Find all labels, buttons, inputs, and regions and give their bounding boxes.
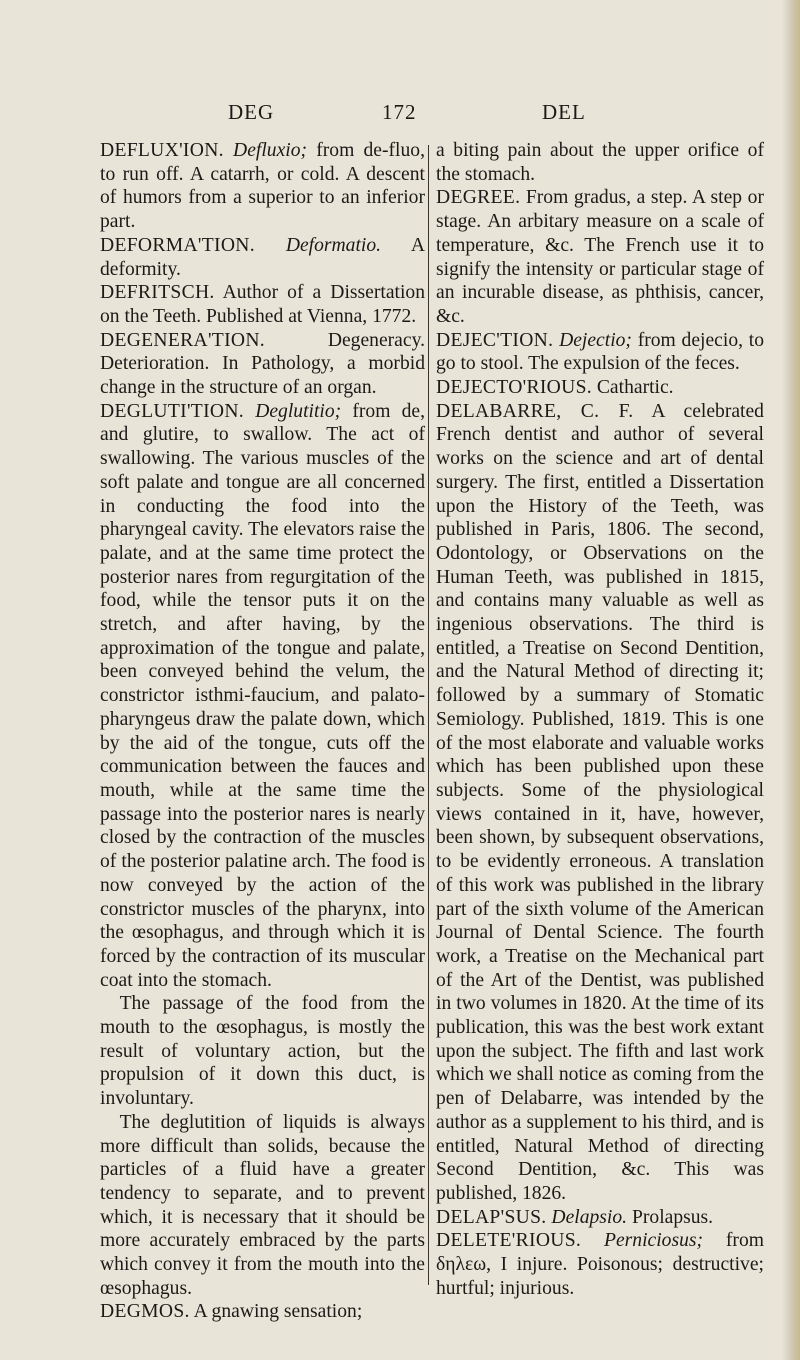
entry-definition: From gradus, a step. A step or stage. An arbitary measure on a scale of temperature, &c. The French use it to signify the intensity or particular stage of an incurable disease, as phthisis, cancer, &c. [436, 187, 764, 327]
dictionary-entry [436, 186, 764, 328]
page-number: 172 [382, 100, 417, 124]
entry-headword: DEGREE. [436, 187, 521, 209]
entry-latin-term: Deglutitio; [255, 400, 342, 422]
entry-headword: DEFORMA'TION. [100, 234, 255, 256]
entry-definition: Author of a Dissertation on the Teeth. Published at Vienna, 1772. [100, 282, 425, 327]
entry-headword: DEFLUX'ION. [100, 140, 224, 161]
entry-definition: A deformity. [100, 234, 425, 280]
column-divider [428, 145, 429, 1285]
dictionary-entry [436, 1229, 764, 1300]
entry-definition: A gnawing sensation; [189, 1301, 363, 1323]
header-right-guide-word: DEL [542, 100, 586, 124]
dictionary-entry [100, 400, 425, 993]
entry-headword: DELETE'RIOUS. [436, 1230, 582, 1252]
entry-definition: a biting pain about the upper orifice of the stomach. [436, 140, 764, 185]
entry-definition: Cathartic. [591, 377, 674, 399]
dictionary-entry [436, 1206, 764, 1230]
entry-headword: DEJEC'TION. [436, 329, 554, 351]
entry-definition: from δηλεω, I injure. Poisonous; destructive; hurtful; injurious. [436, 1230, 764, 1299]
entry-definition: Prolapsus. [627, 1206, 714, 1228]
dictionary-entry [100, 139, 425, 234]
entry-definition: The passage of the food from the mouth to the œsophagus, is mostly the result of voluntary action, but the propulsion of it down this duct, is involuntary. [100, 993, 425, 1110]
entry-definition: Degeneracy. Deterioration. In Pathology, a morbid change in the structure of an organ. [100, 329, 425, 399]
dictionary-entry [436, 139, 764, 186]
dictionary-entry [100, 329, 425, 400]
dictionary-entry [100, 1300, 425, 1324]
entry-latin-term: Delapsio. [551, 1206, 628, 1228]
dictionary-entry [436, 329, 764, 376]
header-left-guide-word: DEG [228, 100, 275, 124]
entry-headword: DEGMOS. [100, 1301, 190, 1323]
dictionary-entry [436, 400, 764, 1206]
left-column [100, 139, 425, 1324]
entry-headword: DELABARRE, C. F. [436, 400, 634, 422]
entry-headword: DEFRITSCH. [100, 282, 215, 304]
running-header [0, 100, 800, 130]
entry-latin-term: Deformatio. [285, 234, 382, 256]
entry-headword: DEGENERA'TION. [100, 329, 265, 351]
entry-definition: A celebrated French dentist and author of several works on the science and art of dental surgery. The first, entitled a Dissertation upon the History of the Teeth, was published in Paris, 1806. The second, Odontology, or Observations on the Human Teeth, was published in 1815, and contains many valuable as well as ingenious observations. The third is entitled, a Treatise on Second Dentition, and the Natural Method of directing it; followed by a summary of Stomatic Semiology. Published, 1819. This is one of the most elaborate and valuable works which has been published upon these subjects. Some of the physiological views contained in it, have, however, been shown, by subsequent observations, to be evidently erroneous. A translation of this work was published in the library part of the sixth volume of the American Journal of Dental Science. The fourth work, a Treatise on the Mechanical part of the Art of the Dentist, was published in two volumes in 1820. At the time of its publication, this was the best work extant upon the subject. The fifth and last work which we shall notice as coming from the pen of Delabarre, was intended by the author as a supplement to his third, and is entitled, Natural Method of directing Second Dentition, &c. This was published, 1826. [436, 400, 764, 1204]
right-column [436, 139, 764, 1300]
dictionary-entry [100, 234, 425, 281]
dictionary-entry [436, 376, 764, 400]
entry-definition: from dejecio, to go to stool. The expulsion of the feces. [436, 329, 764, 375]
dictionary-entry [100, 281, 425, 328]
entry-headword: DELAP'SUS. [436, 1206, 547, 1228]
page-edge [782, 0, 800, 1360]
entry-latin-term: Perniciosus; [603, 1230, 704, 1252]
entry-definition: from de, and glutire, to swallow. The act of swallowing. The various muscles of the soft palate and tongue are all concerned in conducting the food into the pharyngeal cavity. The elevators raise the palate, and at the same time protect the posterior nares from regurgitation of the food, while the tensor puts it on the stretch, and after having, by the approximation of the tongue and palate, been conveyed behind the velum, the constrictor isthmi-faucium, and palato-pharyngeus draw the palate down, which by the aid of the tongue, cuts off the communication between the fauces and mouth, while at the same time the passage into the posterior nares is nearly closed by the contraction of the muscles of the posterior palatine arch. The food is now conveyed by the action of the constrictor muscles of the pharynx, into the œsophagus, and through which it is forced by the contraction of its muscular coat into the stomach. [100, 400, 425, 991]
entry-headword: DEGLUTI'TION. [100, 400, 245, 422]
dictionary-entry [100, 992, 425, 1111]
entry-definition: The deglutition of liquids is always more difficult than solids, because the particles of a fluid have a greater tendency to separate, and to prevent which, it is necessary that it should be more accurately embraced by the parts which convey it from the mouth into the œsophagus. [100, 1111, 425, 1299]
dictionary-entry [100, 1111, 425, 1301]
entry-definition: from de-fluo, to run off. A catarrh, or cold. A descent of humors from a superior to an inferior part. [100, 140, 425, 233]
entry-headword: DEJECTO'RIOUS. [436, 377, 592, 399]
entry-latin-term: Dejectio; [559, 329, 632, 351]
entry-latin-term: Defluxio; [233, 140, 308, 161]
